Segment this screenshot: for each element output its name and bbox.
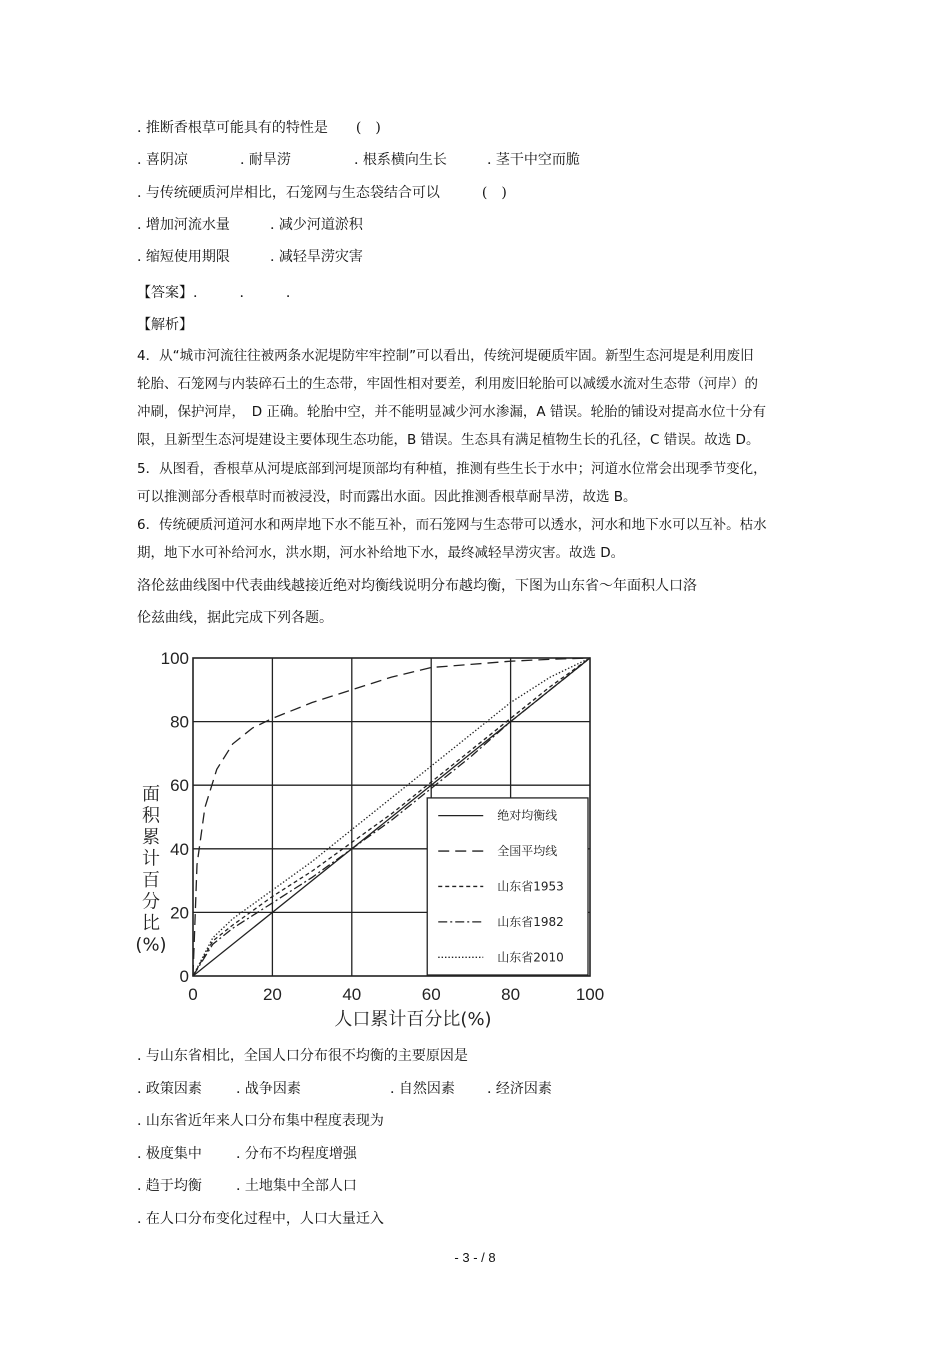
y-axis-label bbox=[135, 784, 166, 956]
option-d: . 经济因素 bbox=[487, 1081, 552, 1097]
option-a: . 极度集中 bbox=[137, 1146, 202, 1162]
intro-line: 洛伦兹曲线图中代表曲线越接近绝对均衡线说明分布越均衡，下图为山东省～年面积人口洛 bbox=[137, 578, 697, 594]
y-axis-label-char: 累 bbox=[142, 827, 160, 848]
analysis-line: 5．从图看，香根草从河堤底部到河堤顶部均有种植，推测有些生长于水中；河道水位常会出现季节变化， bbox=[137, 461, 767, 477]
option-c: . 根系横向生长 bbox=[354, 152, 447, 168]
option-b: . 分布不均程度增强 bbox=[236, 1146, 357, 1162]
question-stem: . 在人口分布变化过程中，人口大量迁入 bbox=[137, 1211, 384, 1227]
option-c: . 趋于均衡 bbox=[137, 1178, 202, 1194]
y-tick-label: 20 bbox=[170, 903, 189, 923]
x-tick-label: 100 bbox=[575, 985, 605, 1004]
y-axis-label-char: 分 bbox=[142, 891, 160, 913]
option-c: . 自然因素 bbox=[390, 1081, 455, 1097]
analysis-line: 期，地下水可补给河水，洪水期，河水补给地下水，最终减轻旱涝灾害。故选 D。 bbox=[137, 545, 625, 561]
y-tick-label: 60 bbox=[170, 776, 189, 796]
question-stem: . 山东省近年来人口分布集中程度表现为 bbox=[137, 1113, 384, 1129]
chart-legend bbox=[427, 798, 588, 975]
legend-label: 山东省1982 bbox=[497, 914, 564, 929]
x-tick-label: 20 bbox=[262, 985, 282, 1004]
y-axis-label-char: 比 bbox=[142, 913, 160, 934]
x-tick-label: 40 bbox=[342, 985, 362, 1004]
analysis-line: 轮胎、石笼网与内装碎石土的生态带，牢固性相对要差，利用废旧轮胎可以减缓水流对生态带（河岸）的 bbox=[137, 376, 758, 392]
analysis-line: 限，且新型生态河堤建设主要体现生态功能，B 错误。生态具有满足植物生长的孔径，C 错误。故选 D。 bbox=[137, 432, 760, 448]
legend-label: 山东省2010 bbox=[497, 950, 564, 965]
lorenz-curve-chart bbox=[135, 640, 620, 1035]
x-tick-label: 0 bbox=[188, 985, 198, 1004]
y-axis-label-char: (%) bbox=[135, 934, 167, 956]
x-axis-label: 人口累计百分比(%) bbox=[334, 1009, 492, 1030]
x-tick-label: 60 bbox=[421, 985, 441, 1004]
y-axis-label-char: 积 bbox=[142, 805, 160, 827]
answer-label: 【答案】. . . bbox=[137, 285, 291, 301]
analysis-line: 4．从“城市河流往往被两条水泥堤防牢牢控制”可以看出，传统河堤硬质牢固。新型生态河堤是利用废旧 bbox=[137, 348, 754, 364]
y-tick-label: 100 bbox=[160, 649, 189, 668]
analysis-label: 【解析】 bbox=[137, 317, 193, 333]
page-number: - 3 - / 8 bbox=[454, 1250, 496, 1265]
option-d: . 茎干中空而脆 bbox=[487, 152, 580, 168]
intro-line: 伦兹曲线，据此完成下列各题。 bbox=[137, 610, 333, 626]
legend-label: 绝对均衡线 bbox=[497, 808, 558, 823]
option-b: . 耐旱涝 bbox=[240, 152, 291, 168]
question-stem: . 与山东省相比，全国人口分布很不均衡的主要原因是 bbox=[137, 1048, 468, 1064]
option-c: . 缩短使用期限 bbox=[137, 249, 230, 265]
y-axis-label-char: 面 bbox=[142, 784, 160, 805]
y-axis-label-char: 百 bbox=[142, 870, 160, 891]
analysis-line: 可以推测部分香根草时而被浸没，时而露出水面。因此推测香根草耐旱涝，故选 B。 bbox=[137, 489, 637, 505]
legend-label: 山东省1953 bbox=[497, 879, 564, 894]
y-axis-label-char: 计 bbox=[142, 848, 160, 870]
option-b: . 减少河道淤积 bbox=[270, 217, 363, 233]
option-a: . 政策因素 bbox=[137, 1081, 202, 1097]
y-tick-label: 0 bbox=[179, 967, 189, 986]
x-tick-label: 80 bbox=[501, 985, 521, 1004]
option-a: . 增加河流水量 bbox=[137, 217, 230, 233]
option-d: . 减轻旱涝灾害 bbox=[270, 249, 363, 265]
y-tick-label: 40 bbox=[170, 839, 189, 859]
y-tick-label: 80 bbox=[170, 712, 189, 732]
option-b: . 战争因素 bbox=[236, 1081, 301, 1097]
option-a: . 喜阴凉 bbox=[137, 152, 188, 168]
option-d: . 土地集中全部人口 bbox=[236, 1178, 357, 1194]
question-stem: . 推断香根草可能具有的特性是 ( ) bbox=[137, 120, 381, 136]
legend-label: 全国平均线 bbox=[497, 844, 558, 859]
analysis-line: 冲刷，保护河岸， D 正确。轮胎中空，并不能明显减少河水渗漏，A 错误。轮胎的铺设对提高水位十分有 bbox=[137, 404, 766, 420]
analysis-line: 6．传统硬质河道河水和两岸地下水不能互补，而石笼网与生态带可以透水，河水和地下水可以互补。枯水 bbox=[137, 517, 767, 533]
question-stem: . 与传统硬质河岸相比，石笼网与生态袋结合可以 ( ) bbox=[137, 185, 507, 201]
